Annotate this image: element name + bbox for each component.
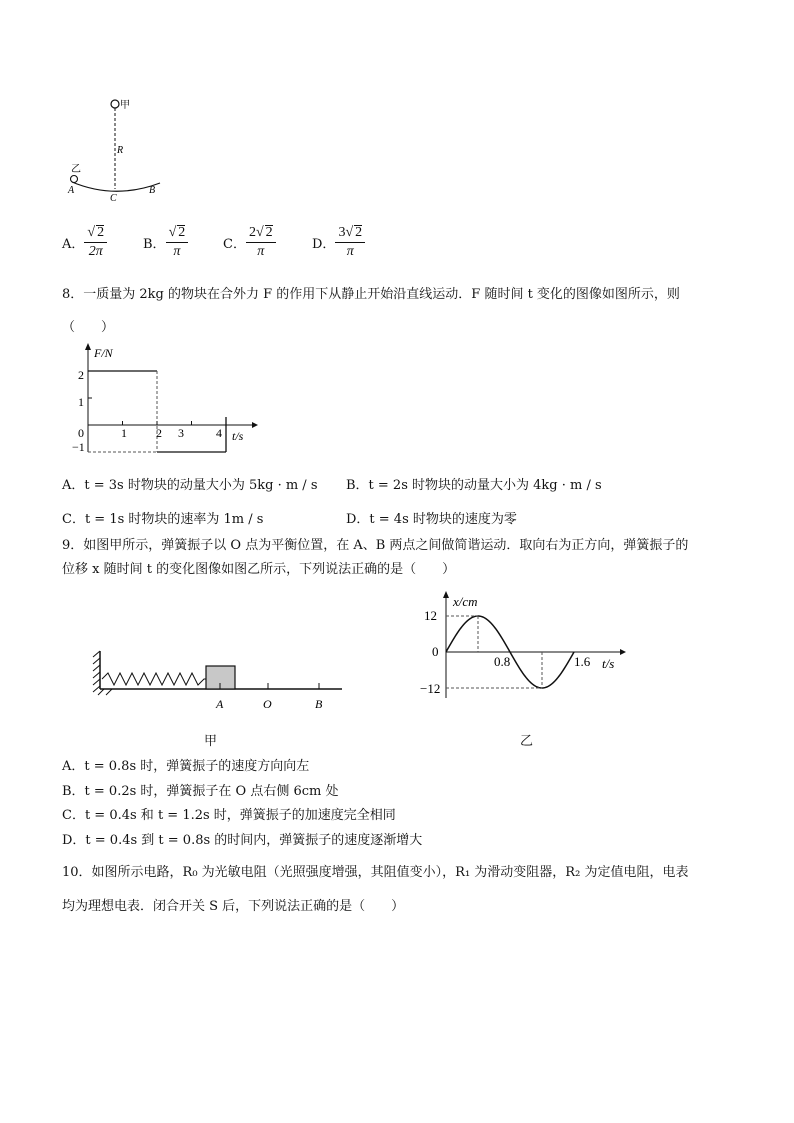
q9-stem-line2: 位移 x 随时间 t 的变化图像如图乙所示，下列说法正确的是（ ） — [62, 562, 456, 577]
q8-option-b[interactable]: B．t = 2s 时物块的动量大小为 4kg · m / s — [346, 478, 602, 493]
q7-label-c: C — [110, 193, 117, 204]
q9-label-b: B — [315, 697, 323, 711]
q9-displacement-time-chart — [420, 590, 630, 700]
q9-spring-figure — [92, 645, 347, 715]
q8-xlabel: t/s — [232, 429, 244, 443]
q9-caption-jia: 甲 — [204, 734, 218, 749]
q9-stem-line1: 9．如图甲所示，弹簧振子以 O 点为平衡位置，在 A、B 两点之间做简谐运动．取向右为正方向，弹簧振子的 — [62, 538, 689, 553]
q9-option-c[interactable]: C．t = 0.4s 和 t = 1.2s 时，弹簧振子的加速度完全相同 — [62, 808, 396, 823]
q9-ylabel: x/cm — [453, 594, 478, 609]
q8-force-time-chart — [70, 340, 260, 455]
q8-option-c[interactable]: C．t = 1s 时物块的速率为 1m / s — [62, 512, 264, 527]
q9-label-o: O — [263, 697, 272, 711]
q8-option-a[interactable]: A．t = 3s 时物块的动量大小为 5kg · m / s — [62, 478, 318, 493]
q8-xtick-1: 1 — [121, 426, 127, 440]
q8-option-d[interactable]: D．t = 4s 时物块的速度为零 — [346, 512, 517, 527]
q7-option-c[interactable]: C． $\frac{2√ 2}{\pi}$ — [223, 224, 276, 261]
q7-option-a[interactable]: A． $\frac{√ 2}{2\pi}$ — [62, 224, 107, 261]
q7-option-b[interactable]: B． $\frac{√ 2}{\pi}$ — [143, 224, 188, 261]
q8-ylabel: F/N — [94, 346, 113, 360]
q7-label-b: B — [149, 185, 156, 196]
q10-stem-line1: 10．如图所示电路，R₀ 为光敏电阻（光照强度增强，其阻值变小），R₁ 为滑动变阻器，R₂ 为定值电阻，电表 — [62, 865, 689, 880]
q8-ytick-0: 0 — [78, 426, 84, 440]
q9-xtick-16: 1.6 — [574, 654, 591, 669]
q8-xtick-2: 2 — [156, 426, 162, 440]
q7-label-jia: 甲 — [120, 100, 130, 111]
q7-option-d[interactable]: D． $\frac{3√ 2}{\pi}$ — [312, 224, 365, 261]
q7-figure — [60, 95, 170, 205]
q9-caption-yi: 乙 — [520, 734, 534, 749]
q9-option-b[interactable]: B．t = 0.2s 时，弹簧振子在 O 点右侧 6cm 处 — [62, 784, 339, 799]
q9-ytick-0: 0 — [432, 644, 439, 659]
q8-stem: 8．一质量为 2kg 的物块在合外力 F 的作用下从静止开始沿直线运动．F 随时间 t 变化的图像如图所示，则 — [62, 287, 680, 302]
q7-label-a: A — [68, 185, 75, 196]
q9-option-a[interactable]: A．t = 0.8s 时，弹簧振子的速度方向向左 — [62, 759, 310, 774]
q8-paren: （ ） — [62, 320, 115, 335]
q9-ytick-m12: −12 — [420, 681, 441, 696]
q7-label-yi: 乙 — [71, 164, 81, 175]
q9-xtick-08: 0.8 — [494, 654, 511, 669]
q8-xtick-3: 3 — [178, 426, 184, 440]
q9-option-d[interactable]: D．t = 0.4s 到 t = 0.8s 的时间内，弹簧振子的速度逐渐增大 — [62, 833, 423, 848]
q8-xtick-4: 4 — [216, 426, 222, 440]
q7-label-r: R — [117, 145, 124, 156]
q8-ytick-1: 1 — [78, 395, 84, 409]
q9-ytick-12: 12 — [424, 608, 437, 623]
q8-ytick-2: 2 — [78, 368, 84, 382]
q10-stem-line2: 均为理想电表．闭合开关 S 后，下列说法正确的是（ ） — [62, 899, 405, 914]
q9-label-a: A — [216, 697, 224, 711]
q8-ytick-m1: −1 — [72, 440, 85, 454]
q9-xlabel: t/s — [602, 656, 615, 671]
